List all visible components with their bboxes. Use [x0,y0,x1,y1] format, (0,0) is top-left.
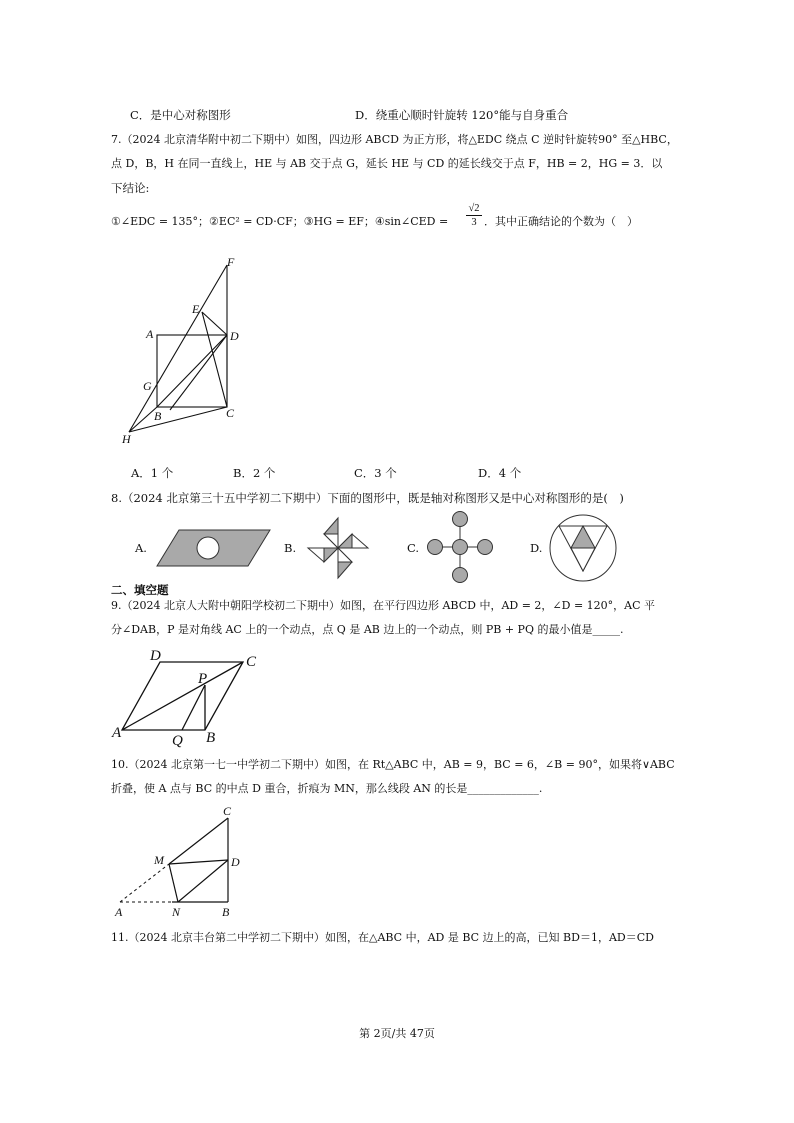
label-b: B [154,409,162,423]
segment-mc [169,818,228,864]
q7-option-c: C．3 个 [354,466,397,480]
line-ec [202,312,227,407]
label-m: M [154,853,164,867]
q7-option-b: B．2 个 [233,466,276,480]
label-f: F [227,255,235,269]
label-d: D [150,648,161,664]
label-c: C [226,406,235,420]
q10-stem-line2: 折叠，使 A 点与 BC 的中点 D 重合，折痕为 MN，那么线段 AN 的长是_____________. [111,782,543,795]
segment-pq [182,685,205,730]
section-heading-fill-in: 二、填空题 [111,583,169,597]
q7-fraction [466,202,482,229]
q8-stem: 8.（2024 北京第三十五中学初二下期中）下面的图形中，既是轴对称图形又是中心对称图形的是( ) [111,491,624,505]
q7-conclusions-pre: ①∠EDC = 135°；②EC² = CD·CF；③HG = EF；④sin∠CED = [111,215,449,228]
label-g: G [143,379,152,393]
label-a: A [112,725,122,741]
q7-conclusions [111,214,448,229]
label-a: A [115,905,123,919]
label-h: H [122,432,131,446]
q9-figure [110,645,270,749]
q8-figure-b [304,516,372,580]
q6-option-c: C．是中心对称图形 [130,108,231,122]
label-q: Q [172,733,183,749]
q8-figure-c [426,511,496,583]
q8-label-d: D. [530,541,543,555]
label-c: C [246,654,257,670]
q9-stem-line1: 9.（2024 北京人大附中朝阳学校初二下期中）如图，在平行四边形 ABCD 中，AD = 2，∠D = 120°，AC 平 [111,599,656,612]
label-n: N [172,905,181,919]
label-b: B [206,730,216,746]
q9-stem-line2: 分∠DAB，P 是对角线 AC 上的一个动点，点 Q 是 AB 边上的一个动点，则 PB + PQ 的最小值是_____. [111,623,624,636]
segment-mn [169,864,178,902]
q10-figure [110,800,250,920]
page-footer: 第 2页/共 47页 [359,1027,435,1040]
q7-stem-line1: 7.（2024 北京清华附中初二下期中）如图，四边形 ABCD 为正方形，将△EDC 绕点 C 逆时针旋转90° 至△HBC， [111,133,678,146]
label-a: A [146,327,154,341]
line-bd [157,335,227,407]
q8-figure-d [548,513,618,583]
label-d: D [230,329,239,343]
q7-option-a: A．1 个 [131,466,174,480]
label-c: C [223,804,232,818]
label-d: D [231,855,240,869]
q7-fraction-denominator: 3 [471,217,477,228]
q7-option-d: D．4 个 [478,466,522,480]
q6-option-d: D．绕重心顺时针旋转 120°能与自身重合 [355,108,569,122]
q8-label-c: C. [407,541,420,555]
q8-label-a: A. [135,541,147,555]
diagonal-ac [122,662,243,730]
segment-nd [178,860,228,902]
q7-figure [110,250,250,450]
q11-stem-line1: 11.（2024 北京丰台第二中学初二下期中）如图，在△ABC 中，AD 是 BC 边上的高，已知 BD＝1，AD＝CD [111,931,654,944]
q7-conclusions-post: ．其中正确结论的个数为（ ） [484,215,638,228]
q10-stem-line1: 10.（2024 北京第一七一中学初二下期中）如图，在 Rt△ABC 中，AB = 9，BC = 6，∠B = 90°，如果将∨ABC [111,758,675,771]
q8-figure-a [157,528,272,568]
label-b: B [222,905,230,919]
segment-md [169,860,228,864]
dashed-am [120,864,169,902]
q7-stem-line3: 下结论: [111,181,150,195]
label-e: E [192,302,200,316]
q7-stem-line2: 点 D，B，H 在同一直线上，HE 与 AB 交于点 G，延长 HE 与 CD 的延长线交于点 F，HB = 2，HG = 3．以 [111,157,663,170]
label-p: P [198,671,208,687]
q8-label-b: B. [284,541,297,555]
line-ed [202,312,227,335]
q7-fraction-numerator: √2 [466,202,482,216]
